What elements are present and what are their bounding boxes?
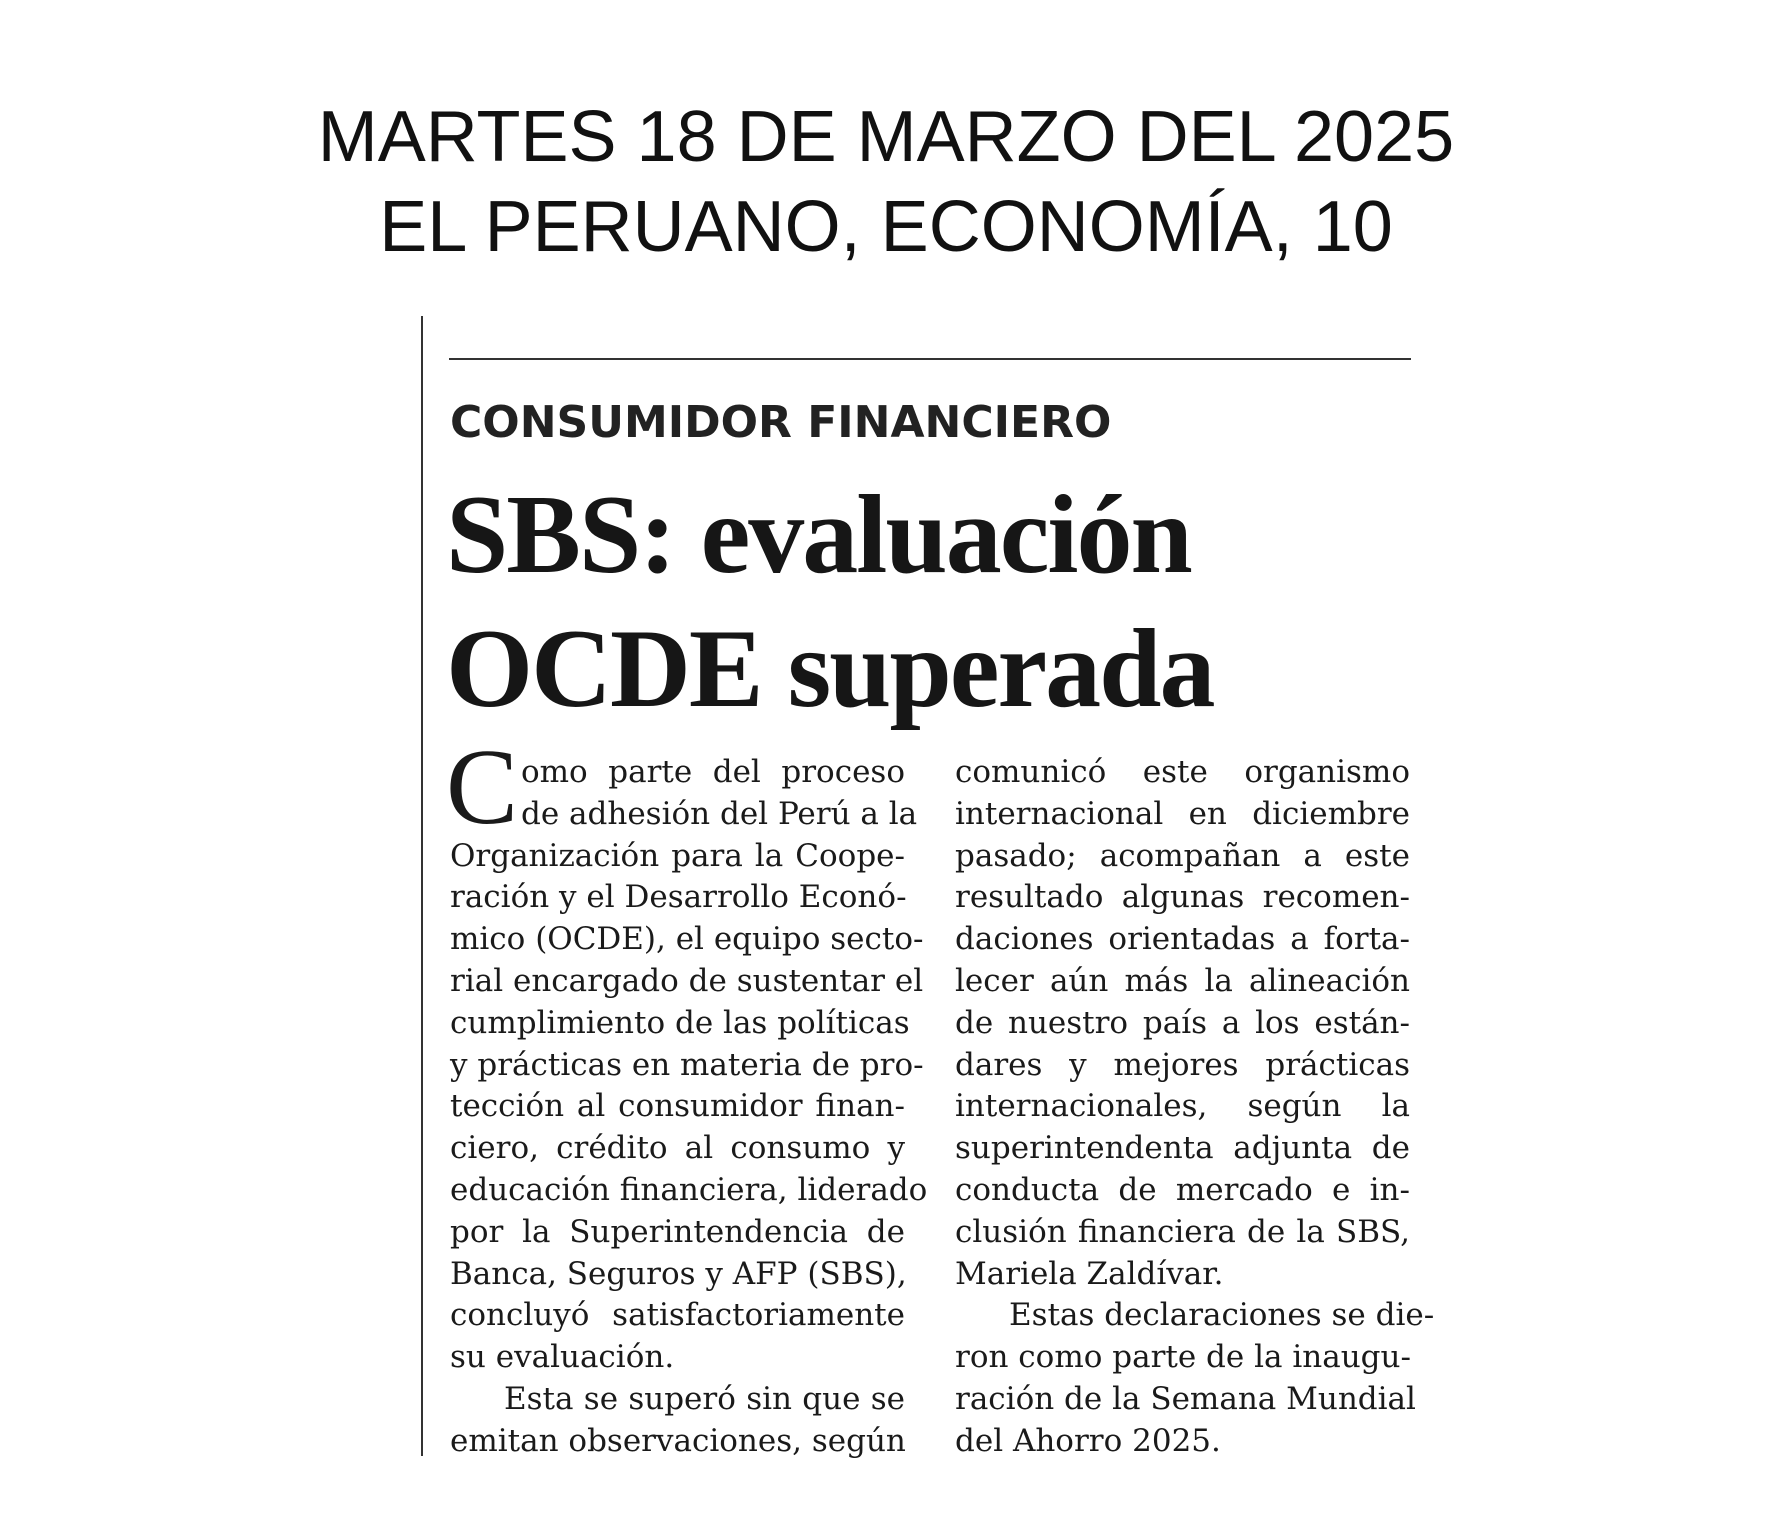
body-line: internacionales, según la bbox=[955, 1088, 1410, 1125]
body-line: educación financiera, liderado bbox=[450, 1171, 928, 1208]
headline-line: SBS: evaluación bbox=[446, 473, 1191, 597]
body-line: daciones orientadas a forta- bbox=[955, 921, 1410, 958]
body-line: su evaluación. bbox=[450, 1339, 675, 1376]
headline-line: OCDE superada bbox=[446, 607, 1214, 731]
body-line: conducta de mercado e in- bbox=[955, 1171, 1410, 1208]
body-line: omo parte del proceso bbox=[521, 754, 905, 790]
column-divider-vertical bbox=[421, 316, 423, 1456]
body-line: por la Superintendencia de bbox=[450, 1213, 905, 1250]
body-line: Esta se superó sin que se bbox=[504, 1380, 905, 1417]
article-column-1 bbox=[450, 752, 928, 1463]
body-line: Banca, Seguros y AFP (SBS), bbox=[450, 1255, 907, 1292]
body-line: ración de la Semana Mundial bbox=[955, 1380, 1416, 1417]
body-line: superintendenta adjunta de bbox=[955, 1130, 1410, 1167]
article-kicker: CONSUMIDOR FINANCIERO bbox=[450, 397, 1112, 448]
publication-source: EL PERUANO, ECONOMÍA, 10 bbox=[379, 187, 1393, 267]
body-line: lecer aún más la alineación bbox=[955, 962, 1410, 999]
body-line: y prácticas en materia de pro- bbox=[450, 1046, 924, 1083]
article-column-2 bbox=[955, 752, 1435, 1463]
body-line: de adhesión del Perú a la bbox=[521, 795, 918, 832]
article-top-rule bbox=[449, 358, 1411, 360]
body-line: Organización para la Coope- bbox=[450, 837, 905, 874]
body-line: dares y mejores prácticas bbox=[955, 1046, 1410, 1083]
body-line: del Ahorro 2025. bbox=[955, 1422, 1221, 1459]
body-line: rial encargado de sustentar el bbox=[450, 962, 924, 999]
clipping-header bbox=[0, 92, 1772, 272]
body-line: de nuestro país a los están- bbox=[955, 1004, 1410, 1041]
drop-cap: C bbox=[446, 728, 519, 847]
body-line: internacional en diciembre bbox=[955, 795, 1410, 832]
body-line: concluyó satisfactoriamente bbox=[450, 1297, 905, 1334]
body-line: resultado algunas recomen- bbox=[955, 879, 1410, 916]
body-line: clusión financiera de la SBS, bbox=[955, 1213, 1410, 1250]
body-line: ración y el Desarrollo Econó- bbox=[450, 879, 907, 916]
body-line: Mariela Zaldívar. bbox=[955, 1255, 1224, 1292]
body-line: emitan observaciones, según bbox=[450, 1422, 906, 1459]
body-line: cumplimiento de las políticas bbox=[450, 1004, 910, 1041]
body-line: pasado; acompañan a este bbox=[955, 837, 1410, 874]
body-line: ron como parte de la inaugu- bbox=[955, 1339, 1411, 1376]
body-line: ciero, crédito al consumo y bbox=[450, 1130, 905, 1167]
body-line: mico (OCDE), el equipo secto- bbox=[450, 921, 924, 958]
publication-date: MARTES 18 DE MARZO DEL 2025 bbox=[317, 97, 1455, 177]
body-line: Estas declaraciones se die- bbox=[1009, 1297, 1435, 1334]
article-headline bbox=[446, 468, 1406, 736]
body-line: comunicó este organismo bbox=[955, 754, 1410, 790]
body-line: tección al consumidor finan- bbox=[450, 1088, 905, 1125]
